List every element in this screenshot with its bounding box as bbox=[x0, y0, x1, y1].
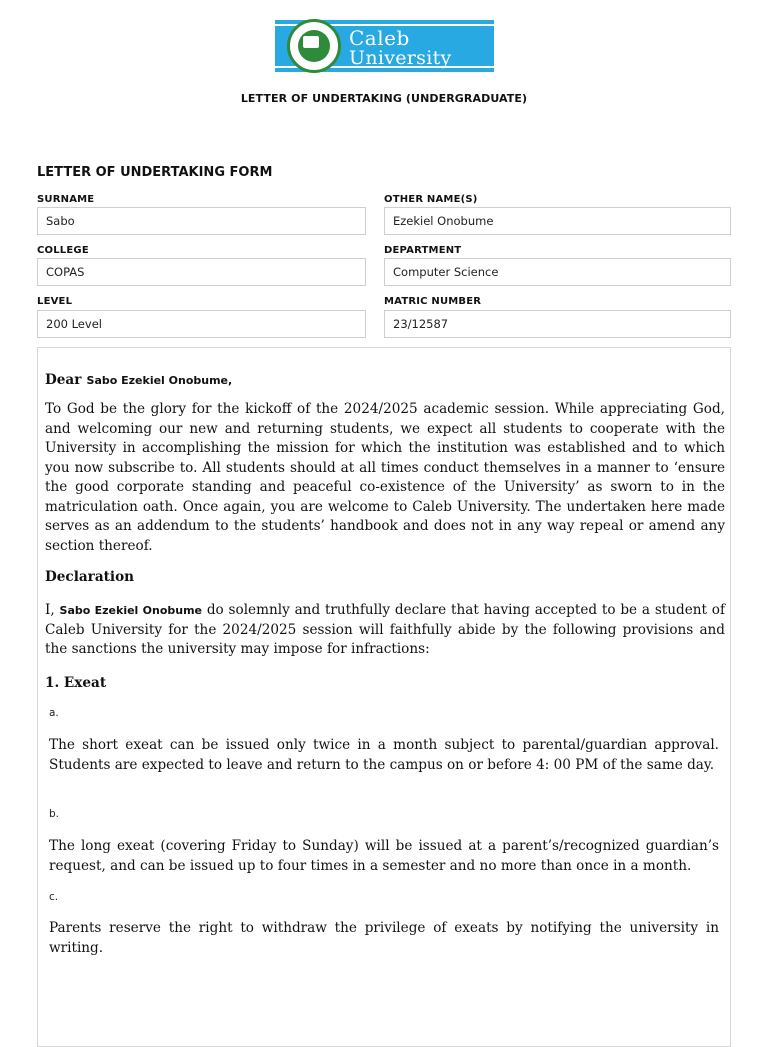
matric-number-field[interactable]: 23/12587 bbox=[384, 310, 731, 338]
declaration-text: do solemnly and truthfully declare that having accepted to be a student of Caleb University for the 2024/2025 session will faithfully abide by the following provisions and the sanctions the university may impose for infractions: bbox=[45, 602, 726, 657]
other-names-field[interactable]: Ezekiel Onobume bbox=[384, 207, 731, 235]
item-c-text: Parents reserve the right to withdraw the privilege of exeats by notifying the university in writing. bbox=[49, 920, 719, 956]
item-b-text: The long exeat (covering Friday to Sunday) will be issued at a parent’s/recognized guardian’s request, and can be issued up to four times in a semester and no more than once in a month. bbox=[49, 838, 719, 874]
section-exeat-heading: 1. Exeat bbox=[45, 675, 107, 691]
form-title: LETTER OF UNDERTAKING FORM bbox=[37, 165, 273, 180]
salutation bbox=[45, 369, 232, 388]
university-seal-icon bbox=[287, 19, 341, 73]
declaration-name: Sabo Ezekiel Onobume bbox=[59, 604, 203, 617]
logo-line2: University bbox=[349, 47, 452, 69]
salutation-dear: Dear bbox=[45, 372, 82, 388]
level-label: LEVEL bbox=[37, 296, 73, 307]
declaration-heading: Declaration bbox=[45, 569, 135, 585]
document-title: LETTER OF UNDERTAKING (UNDERGRADUATE) bbox=[240, 92, 528, 105]
declaration-paragraph bbox=[45, 601, 725, 660]
other-names-label: OTHER NAME(S) bbox=[384, 194, 478, 205]
surname-field[interactable]: Sabo bbox=[37, 207, 366, 235]
item-c-marker: c. bbox=[49, 891, 59, 903]
logo-wordmark bbox=[349, 28, 452, 68]
item-a-text: The short exeat can be issued only twice in a month subject to parental/guardian approval. Students are expected to leave and return to the campus on or before 4: 00 PM of the same day. bbox=[49, 737, 719, 773]
item-a-marker: a. bbox=[49, 707, 59, 719]
level-field[interactable]: 200 Level bbox=[37, 310, 366, 338]
logo-line1: Caleb bbox=[349, 26, 410, 50]
college-field[interactable]: COPAS bbox=[37, 258, 366, 286]
intro-paragraph: To God be the glory for the kickoff of the 2024/2025 academic session. While appreciating God, and welcoming our new and returning students, we expect all students to cooperate with the University in accomplishing the mission for which the institution was established and to which you now subscribe to. All students should at all times conduct themselves in a manner to ‘ensure the good corporate standing and peaceful co-existence of the University’ as sworn to in the matriculation oath. Once again, you are welcome to Caleb University. The undertaken here made serves as an addendum to the students’ handbook and does not in any way repeal or amend any section thereof. bbox=[45, 401, 725, 554]
matric-number-label: MATRIC NUMBER bbox=[384, 296, 482, 307]
salutation-name: Sabo Ezekiel Onobume, bbox=[86, 374, 233, 387]
university-logo bbox=[275, 20, 494, 72]
department-field[interactable]: Computer Science bbox=[384, 258, 731, 286]
item-b-marker: b. bbox=[49, 808, 60, 820]
surname-label: SURNAME bbox=[37, 194, 95, 205]
college-label: COLLEGE bbox=[37, 245, 89, 256]
department-label: DEPARTMENT bbox=[384, 245, 462, 256]
declaration-prefix: I, bbox=[45, 602, 55, 618]
